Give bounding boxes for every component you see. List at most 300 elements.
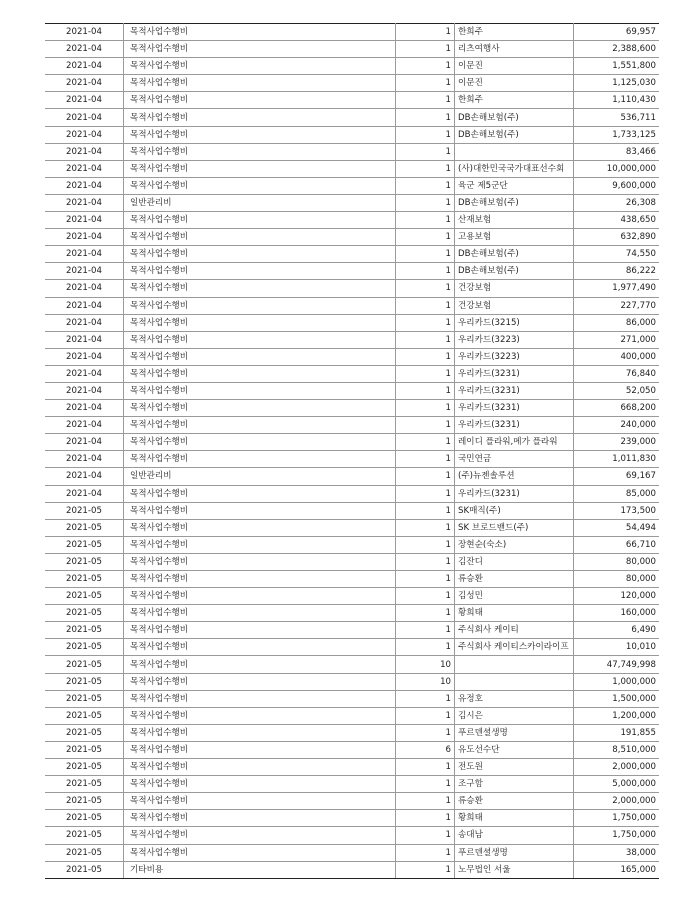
table-row	[45, 24, 659, 41]
amount-cell: 6,490	[574, 622, 660, 639]
month-cell: 2021-04	[45, 92, 124, 109]
category-cell: 목적사업수행비	[124, 690, 396, 707]
amount-cell: 69,957	[574, 24, 660, 41]
quantity-cell: 1	[396, 605, 455, 622]
amount-cell: 227,770	[574, 297, 660, 314]
month-cell: 2021-04	[45, 297, 124, 314]
table-row	[45, 143, 659, 160]
quantity-cell: 1	[396, 126, 455, 143]
payee-cell: (주)뉴젠솔루션	[455, 468, 574, 485]
category-cell: 목적사업수행비	[124, 92, 396, 109]
expense-ledger-table	[45, 23, 659, 879]
table-row	[45, 810, 659, 827]
quantity-cell: 1	[396, 844, 455, 861]
payee-cell: 김시은	[455, 707, 574, 724]
amount-cell: 536,711	[574, 109, 660, 126]
quantity-cell: 1	[396, 536, 455, 553]
amount-cell: 1,110,430	[574, 92, 660, 109]
table-row	[45, 212, 659, 229]
amount-cell: 165,000	[574, 861, 660, 878]
amount-cell: 76,840	[574, 365, 660, 382]
amount-cell: 400,000	[574, 348, 660, 365]
quantity-cell: 1	[396, 468, 455, 485]
category-cell: 목적사업수행비	[124, 639, 396, 656]
table-row	[45, 58, 659, 75]
table-row	[45, 160, 659, 177]
category-cell: 목적사업수행비	[124, 348, 396, 365]
table-row	[45, 434, 659, 451]
table-row	[45, 571, 659, 588]
category-cell: 목적사업수행비	[124, 553, 396, 570]
payee-cell: 주식회사 케이티	[455, 622, 574, 639]
amount-cell: 2,000,000	[574, 793, 660, 810]
month-cell: 2021-04	[45, 365, 124, 382]
month-cell: 2021-05	[45, 707, 124, 724]
amount-cell: 668,200	[574, 400, 660, 417]
quantity-cell: 1	[396, 348, 455, 365]
amount-cell: 38,000	[574, 844, 660, 861]
amount-cell: 1,551,800	[574, 58, 660, 75]
amount-cell: 239,000	[574, 434, 660, 451]
payee-cell: 국민연금	[455, 451, 574, 468]
quantity-cell: 1	[396, 724, 455, 741]
payee-cell: 레이디 플라워,메가 플라워	[455, 434, 574, 451]
category-cell: 목적사업수행비	[124, 724, 396, 741]
quantity-cell: 1	[396, 229, 455, 246]
month-cell: 2021-04	[45, 41, 124, 58]
table-row	[45, 263, 659, 280]
category-cell: 목적사업수행비	[124, 776, 396, 793]
payee-cell: 유정호	[455, 690, 574, 707]
quantity-cell: 1	[396, 861, 455, 878]
table-row	[45, 451, 659, 468]
amount-cell: 74,550	[574, 246, 660, 263]
payee-cell: 산재보험	[455, 212, 574, 229]
category-cell: 목적사업수행비	[124, 502, 396, 519]
amount-cell: 1,125,030	[574, 75, 660, 92]
amount-cell: 66,710	[574, 536, 660, 553]
payee-cell: 고용보험	[455, 229, 574, 246]
quantity-cell: 1	[396, 263, 455, 280]
amount-cell: 47,749,998	[574, 656, 660, 673]
month-cell: 2021-04	[45, 314, 124, 331]
payee-cell: 우리카드(3231)	[455, 417, 574, 434]
payee-cell: 황희태	[455, 810, 574, 827]
category-cell: 목적사업수행비	[124, 451, 396, 468]
category-cell: 목적사업수행비	[124, 605, 396, 622]
amount-cell: 8,510,000	[574, 741, 660, 758]
table-row	[45, 519, 659, 536]
amount-cell: 80,000	[574, 553, 660, 570]
quantity-cell: 1	[396, 331, 455, 348]
category-cell: 목적사업수행비	[124, 143, 396, 160]
table-row	[45, 297, 659, 314]
category-cell: 목적사업수행비	[124, 810, 396, 827]
payee-cell: 유도선수단	[455, 741, 574, 758]
category-cell: 목적사업수행비	[124, 417, 396, 434]
payee-cell: 건강보험	[455, 297, 574, 314]
quantity-cell: 1	[396, 41, 455, 58]
amount-cell: 2,388,600	[574, 41, 660, 58]
amount-cell: 632,890	[574, 229, 660, 246]
quantity-cell: 1	[396, 58, 455, 75]
payee-cell: DB손해보험(주)	[455, 126, 574, 143]
payee-cell: 우리카드(3231)	[455, 400, 574, 417]
category-cell: 목적사업수행비	[124, 280, 396, 297]
quantity-cell: 1	[396, 24, 455, 41]
quantity-cell: 1	[396, 92, 455, 109]
month-cell: 2021-04	[45, 194, 124, 211]
table-row	[45, 75, 659, 92]
category-cell: 목적사업수행비	[124, 434, 396, 451]
table-row	[45, 126, 659, 143]
quantity-cell: 1	[396, 553, 455, 570]
amount-cell: 1,977,490	[574, 280, 660, 297]
quantity-cell: 1	[396, 177, 455, 194]
payee-cell: 우리카드(3223)	[455, 331, 574, 348]
table-row	[45, 622, 659, 639]
quantity-cell: 1	[396, 502, 455, 519]
month-cell: 2021-05	[45, 553, 124, 570]
month-cell: 2021-04	[45, 229, 124, 246]
payee-cell: 류승환	[455, 793, 574, 810]
quantity-cell: 10	[396, 656, 455, 673]
table-row	[45, 844, 659, 861]
table-row	[45, 109, 659, 126]
amount-cell: 1,200,000	[574, 707, 660, 724]
category-cell: 일반관리비	[124, 194, 396, 211]
category-cell: 목적사업수행비	[124, 263, 396, 280]
month-cell: 2021-04	[45, 143, 124, 160]
quantity-cell: 1	[396, 793, 455, 810]
payee-cell: DB손해보험(주)	[455, 109, 574, 126]
month-cell: 2021-05	[45, 536, 124, 553]
amount-cell: 85,000	[574, 485, 660, 502]
quantity-cell: 1	[396, 160, 455, 177]
category-cell: 목적사업수행비	[124, 212, 396, 229]
category-cell: 목적사업수행비	[124, 622, 396, 639]
table-row	[45, 417, 659, 434]
month-cell: 2021-04	[45, 109, 124, 126]
payee-cell: 푸르덴셜생명	[455, 844, 574, 861]
payee-cell: 이문진	[455, 58, 574, 75]
amount-cell: 1,000,000	[574, 673, 660, 690]
table-row	[45, 502, 659, 519]
table-row	[45, 776, 659, 793]
category-cell: 목적사업수행비	[124, 314, 396, 331]
month-cell: 2021-05	[45, 793, 124, 810]
quantity-cell: 1	[396, 810, 455, 827]
month-cell: 2021-04	[45, 126, 124, 143]
quantity-cell: 1	[396, 314, 455, 331]
amount-cell: 1,500,000	[574, 690, 660, 707]
month-cell: 2021-05	[45, 519, 124, 536]
payee-cell: (사)대한민국국가대표선수회	[455, 160, 574, 177]
quantity-cell: 1	[396, 280, 455, 297]
category-cell: 목적사업수행비	[124, 126, 396, 143]
quantity-cell: 1	[396, 519, 455, 536]
table-row	[45, 331, 659, 348]
quantity-cell: 1	[396, 588, 455, 605]
payee-cell: 이문진	[455, 75, 574, 92]
table-row	[45, 280, 659, 297]
table-row	[45, 639, 659, 656]
month-cell: 2021-05	[45, 588, 124, 605]
quantity-cell: 1	[396, 485, 455, 502]
payee-cell: SK 브로드밴드(주)	[455, 519, 574, 536]
amount-cell: 160,000	[574, 605, 660, 622]
table-row	[45, 793, 659, 810]
month-cell: 2021-05	[45, 502, 124, 519]
table-row	[45, 468, 659, 485]
quantity-cell: 1	[396, 622, 455, 639]
quantity-cell: 1	[396, 759, 455, 776]
payee-cell: 한희주	[455, 24, 574, 41]
table-row	[45, 177, 659, 194]
month-cell: 2021-04	[45, 468, 124, 485]
table-row	[45, 656, 659, 673]
amount-cell: 1,750,000	[574, 827, 660, 844]
quantity-cell: 1	[396, 776, 455, 793]
payee-cell: 조구함	[455, 776, 574, 793]
ledger-body	[45, 24, 659, 879]
amount-cell: 438,650	[574, 212, 660, 229]
amount-cell: 86,000	[574, 314, 660, 331]
amount-cell: 1,750,000	[574, 810, 660, 827]
category-cell: 목적사업수행비	[124, 177, 396, 194]
quantity-cell: 1	[396, 246, 455, 263]
category-cell: 목적사업수행비	[124, 331, 396, 348]
category-cell: 목적사업수행비	[124, 400, 396, 417]
month-cell: 2021-04	[45, 417, 124, 434]
payee-cell: 한희주	[455, 92, 574, 109]
month-cell: 2021-05	[45, 741, 124, 758]
payee-cell: DB손해보험(주)	[455, 246, 574, 263]
amount-cell: 9,600,000	[574, 177, 660, 194]
table-row	[45, 707, 659, 724]
amount-cell: 2,000,000	[574, 759, 660, 776]
quantity-cell: 1	[396, 827, 455, 844]
month-cell: 2021-04	[45, 246, 124, 263]
table-row	[45, 382, 659, 399]
category-cell: 목적사업수행비	[124, 75, 396, 92]
month-cell: 2021-04	[45, 331, 124, 348]
payee-cell: 우리카드(3215)	[455, 314, 574, 331]
month-cell: 2021-05	[45, 690, 124, 707]
category-cell: 목적사업수행비	[124, 485, 396, 502]
table-row	[45, 485, 659, 502]
amount-cell: 54,494	[574, 519, 660, 536]
payee-cell: 김잔디	[455, 553, 574, 570]
payee-cell: 노무법인 서울	[455, 861, 574, 878]
payee-cell: 건강보험	[455, 280, 574, 297]
category-cell: 목적사업수행비	[124, 793, 396, 810]
amount-cell: 191,855	[574, 724, 660, 741]
month-cell: 2021-04	[45, 451, 124, 468]
amount-cell: 1,733,125	[574, 126, 660, 143]
month-cell: 2021-04	[45, 400, 124, 417]
payee-cell: 김성민	[455, 588, 574, 605]
table-row	[45, 553, 659, 570]
payee-cell: DB손해보험(주)	[455, 194, 574, 211]
category-cell: 목적사업수행비	[124, 297, 396, 314]
month-cell: 2021-05	[45, 844, 124, 861]
category-cell: 목적사업수행비	[124, 759, 396, 776]
amount-cell: 69,167	[574, 468, 660, 485]
amount-cell: 80,000	[574, 571, 660, 588]
table-row	[45, 365, 659, 382]
category-cell: 목적사업수행비	[124, 741, 396, 758]
month-cell: 2021-04	[45, 485, 124, 502]
month-cell: 2021-05	[45, 724, 124, 741]
quantity-cell: 1	[396, 297, 455, 314]
category-cell: 목적사업수행비	[124, 58, 396, 75]
month-cell: 2021-04	[45, 263, 124, 280]
quantity-cell: 1	[396, 434, 455, 451]
category-cell: 목적사업수행비	[124, 827, 396, 844]
category-cell: 목적사업수행비	[124, 673, 396, 690]
month-cell: 2021-04	[45, 24, 124, 41]
table-row	[45, 229, 659, 246]
amount-cell: 5,000,000	[574, 776, 660, 793]
category-cell: 목적사업수행비	[124, 588, 396, 605]
category-cell: 목적사업수행비	[124, 844, 396, 861]
category-cell: 목적사업수행비	[124, 365, 396, 382]
month-cell: 2021-04	[45, 160, 124, 177]
month-cell: 2021-04	[45, 434, 124, 451]
month-cell: 2021-04	[45, 58, 124, 75]
payee-cell: SK매직(주)	[455, 502, 574, 519]
amount-cell: 86,222	[574, 263, 660, 280]
quantity-cell: 1	[396, 143, 455, 160]
amount-cell: 83,466	[574, 143, 660, 160]
month-cell: 2021-05	[45, 571, 124, 588]
month-cell: 2021-04	[45, 75, 124, 92]
amount-cell: 52,050	[574, 382, 660, 399]
category-cell: 목적사업수행비	[124, 571, 396, 588]
category-cell: 기타비용	[124, 861, 396, 878]
table-row	[45, 861, 659, 878]
category-cell: 목적사업수행비	[124, 109, 396, 126]
category-cell: 목적사업수행비	[124, 41, 396, 58]
month-cell: 2021-05	[45, 827, 124, 844]
amount-cell: 120,000	[574, 588, 660, 605]
payee-cell: 리츠여행사	[455, 41, 574, 58]
month-cell: 2021-04	[45, 348, 124, 365]
table-row	[45, 690, 659, 707]
month-cell: 2021-04	[45, 280, 124, 297]
category-cell: 목적사업수행비	[124, 160, 396, 177]
quantity-cell: 1	[396, 382, 455, 399]
payee-cell	[455, 143, 574, 160]
month-cell: 2021-05	[45, 861, 124, 878]
month-cell: 2021-05	[45, 622, 124, 639]
month-cell: 2021-05	[45, 673, 124, 690]
category-cell: 목적사업수행비	[124, 707, 396, 724]
amount-cell: 1,011,830	[574, 451, 660, 468]
month-cell: 2021-05	[45, 656, 124, 673]
payee-cell: 우리카드(3223)	[455, 348, 574, 365]
quantity-cell: 1	[396, 707, 455, 724]
amount-cell: 271,000	[574, 331, 660, 348]
table-row	[45, 194, 659, 211]
table-row	[45, 724, 659, 741]
amount-cell: 26,308	[574, 194, 660, 211]
table-row	[45, 827, 659, 844]
month-cell: 2021-05	[45, 759, 124, 776]
quantity-cell: 1	[396, 400, 455, 417]
quantity-cell: 6	[396, 741, 455, 758]
amount-cell: 173,500	[574, 502, 660, 519]
month-cell: 2021-05	[45, 810, 124, 827]
amount-cell: 10,010	[574, 639, 660, 656]
quantity-cell: 10	[396, 673, 455, 690]
table-row	[45, 400, 659, 417]
payee-cell: 전도원	[455, 759, 574, 776]
payee-cell: 우리카드(3231)	[455, 365, 574, 382]
category-cell: 목적사업수행비	[124, 229, 396, 246]
payee-cell: 우리카드(3231)	[455, 382, 574, 399]
table-row	[45, 741, 659, 758]
payee-cell: 류승환	[455, 571, 574, 588]
quantity-cell: 1	[396, 212, 455, 229]
payee-cell: 황희태	[455, 605, 574, 622]
payee-cell	[455, 656, 574, 673]
category-cell: 목적사업수행비	[124, 24, 396, 41]
payee-cell	[455, 673, 574, 690]
payee-cell: 푸르덴셜생명	[455, 724, 574, 741]
category-cell: 목적사업수행비	[124, 656, 396, 673]
amount-cell: 10,000,000	[574, 160, 660, 177]
payee-cell: 육군 제5군단	[455, 177, 574, 194]
table-row	[45, 246, 659, 263]
category-cell: 일반관리비	[124, 468, 396, 485]
month-cell: 2021-04	[45, 177, 124, 194]
quantity-cell: 1	[396, 571, 455, 588]
table-row	[45, 41, 659, 58]
category-cell: 목적사업수행비	[124, 519, 396, 536]
category-cell: 목적사업수행비	[124, 246, 396, 263]
payee-cell: 주식회사 케이티스카이라이프	[455, 639, 574, 656]
table-row	[45, 348, 659, 365]
payee-cell: DB손해보험(주)	[455, 263, 574, 280]
month-cell: 2021-04	[45, 212, 124, 229]
table-row	[45, 92, 659, 109]
table-row	[45, 536, 659, 553]
table-row	[45, 673, 659, 690]
month-cell: 2021-05	[45, 605, 124, 622]
table-row	[45, 759, 659, 776]
quantity-cell: 1	[396, 75, 455, 92]
quantity-cell: 1	[396, 194, 455, 211]
table-row	[45, 314, 659, 331]
payee-cell: 우리카드(3231)	[455, 485, 574, 502]
month-cell: 2021-04	[45, 382, 124, 399]
quantity-cell: 1	[396, 109, 455, 126]
quantity-cell: 1	[396, 451, 455, 468]
payee-cell: 장현순(숙소)	[455, 536, 574, 553]
quantity-cell: 1	[396, 690, 455, 707]
category-cell: 목적사업수행비	[124, 536, 396, 553]
category-cell: 목적사업수행비	[124, 382, 396, 399]
month-cell: 2021-05	[45, 776, 124, 793]
table-row	[45, 605, 659, 622]
quantity-cell: 1	[396, 639, 455, 656]
quantity-cell: 1	[396, 417, 455, 434]
table-row	[45, 588, 659, 605]
month-cell: 2021-05	[45, 639, 124, 656]
amount-cell: 240,000	[574, 417, 660, 434]
